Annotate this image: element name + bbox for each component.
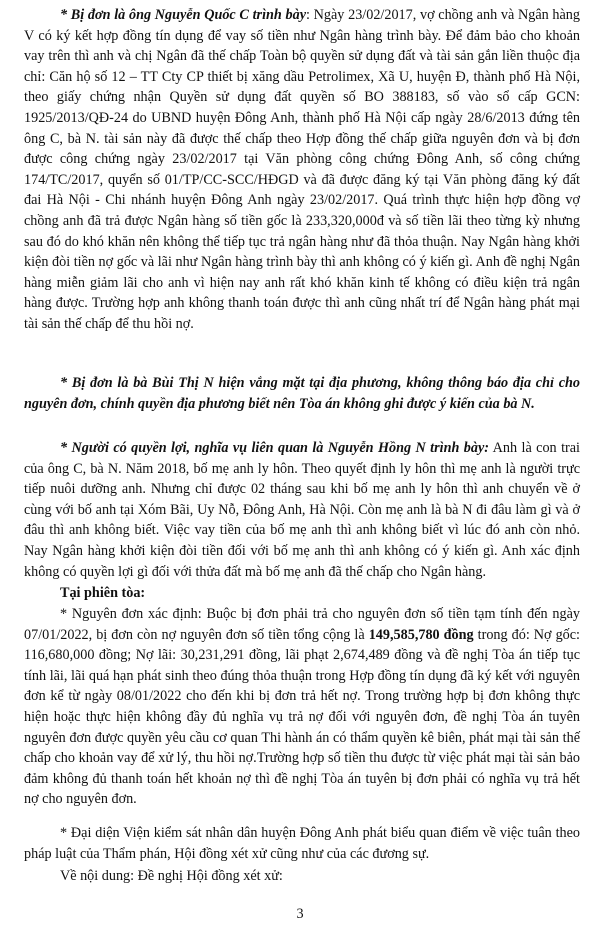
defendant-c-lead: * Bị đơn là ông Nguyễn Quốc C trình bày bbox=[60, 7, 306, 23]
heading-at-trial: Tại phiên tòa: bbox=[60, 585, 146, 601]
page-number: 3 bbox=[296, 906, 304, 922]
plaintiff-claim-text-b: trong đó: Nợ gốc: 116,680,000 đồng; Nợ lãi: 30,231,291 đồng, lãi phạt 2,674,489 đồng và đề nghị Tòa án tiếp tục tính lãi, lãi quá hạn phát sinh theo đúng thỏa thuận trong Hợp đồng tín dụng đã ký kết với nguyên đơn kể từ ngày 08/01/2022 cho đến khi bị đơn trả hết nợ. Trong trường hợp bị đơn không thực hiện hoặc thực hiện không đầy đủ nghĩa vụ trả nợ đối với nguyên đơn, đề nghị Tòa án tuyên nguyên đơn được quyền yêu cầu cơ quan Thi hành án có thẩm quyền kê biên, phát mại tài sản thế chấp cho khoản vay để xử lý, thu hồi nợ.Trường hợp số tiền thu được từ việc phát mại tài sản bảo đảm không đủ thanh toán hết khoản nợ thì đề nghị Tòa án tuyên bị đơn phải có nghĩa vụ trả hết nợ cho nguyên đơn. bbox=[24, 626, 580, 808]
paragraph-plaintiff-claim bbox=[24, 604, 580, 810]
paragraph-defendant-n-absent: * Bị đơn là bà Bùi Thị N hiện vắng mặt tại địa phương, không thông báo địa chỉ cho nguyên đơn, chính quyền địa phương biết nên Tòa án không ghi được ý kiến của bà N. bbox=[24, 375, 580, 412]
paragraph-defendant-c-statement bbox=[24, 5, 580, 335]
total-debt-amount: 149,585,780 đồng bbox=[368, 626, 474, 643]
related-party-text: Anh là con trai của ông C, bà N. Năm 2018, bố mẹ anh ly hôn. Theo quyết định ly hôn thì mẹ anh là người trực tiếp nuôi dưỡng anh. Nhưng chỉ được 02 tháng sau khi bố mẹ anh ly hôn thì anh chuyển về ở cùng với bố anh tại Xóm Bãi, Uy Nỗ, Đông Anh, Hà Nội. Còn mẹ anh là bà N đi đâu làm gì và ở đâu thì anh không biết. Việc vay tiền của bố mẹ anh thì anh không biết vì lúc đó anh còn nhỏ. Nay Ngân hàng khởi kiện đòi tiền đối với bố mẹ anh thì anh không có ý kiến gì. Anh xác định không có quyền lợi gì đối với thửa đất mà bố mẹ anh đã thế chấp cho Ngân hàng. bbox=[24, 440, 580, 580]
paragraph-related-party-statement bbox=[24, 438, 580, 582]
related-party-lead: * Người có quyền lợi, nghĩa vụ liên quan là Nguyễn Hồng N trình bày: bbox=[60, 440, 489, 456]
plaintiff-claim-text-a: * Nguyên đơn xác định: Buộc bị đơn phải trả cho nguyên đơn số tiền tạm tính đến ngày 07/01/2022, bị đơn còn nợ nguyên đơn số tiền tổng cộng là bbox=[24, 606, 580, 643]
defendant-c-text: : Ngày 23/02/2017, vợ chồng anh và Ngân hàng V có ký kết hợp đồng tín dụng để vay số tiền như Ngân hàng trình bày. Để đảm bảo cho khoản vay trên thì anh và chị Ngân đã thế chấp Toàn bộ quyền sử dụng đất và tài sản gắn liền thuộc địa chỉ: Căn hộ số 12 – TT Cty CP thiết bị xăng dầu Petrolimex, Xã U, huyện Đ, thành phố Hà Nội, theo giấy chứng nhận Quyền sử dụng đất quyền số BO 388183, số vào sổ cấp GCN: 1925/2013/QĐ-24 do UBND huyện Đông Anh, thành phố Hà Nội cấp ngày 28/6/2013 đứng tên ông C, bà N. tài sản này đã được thế chấp theo Hợp đồng thế chấp giữa nguyên đơn và bị đơn được công chứng ngày 23/02/2017 tại Văn phòng công chứng Đông Anh, số công chứng 174/TC/2017, quyển số 01/TP/CC-SCC/HĐGD và đã được đăng ký tại Văn phòng đăng ký đất đai Hà Nội - Chi nhánh huyện Đông Anh ngày 23/02/2017. Quá trình thực hiện hợp đồng vợ chồng anh đã trả được Ngân hàng số tiền gốc là 233,320,000đ và số tiền lãi theo từng kỳ nhưng sau đó do khó khăn nên không thể tiếp tục trả ngân hàng như đã thỏa thuận. Nay Ngân hàng khởi kiện đòi tiền nợ gốc và lãi như Ngân hàng trình bày thì anh không có ý kiến gì. Anh đề nghị Ngân hàng miễn giảm lãi cho anh vì hiện nay anh rất khó khăn kinh tế không có điều kiện trả ngân hàng được. Trường hợp anh không thanh toán được thì anh cũng nhất trí để Ngân hàng phát mại tài sản thế chấp để thu hồi nợ. bbox=[24, 7, 580, 332]
paragraph-on-content: Về nội dung: Đề nghị Hội đồng xét xử: bbox=[60, 868, 283, 884]
paragraph-procuracy-opinion: * Đại diện Viện kiểm sát nhân dân huyện Đông Anh phát biểu quan điểm về việc tuân theo pháp luật của Thẩm phán, Hội đồng xét xử cũng như của các đương sự. bbox=[24, 825, 580, 862]
